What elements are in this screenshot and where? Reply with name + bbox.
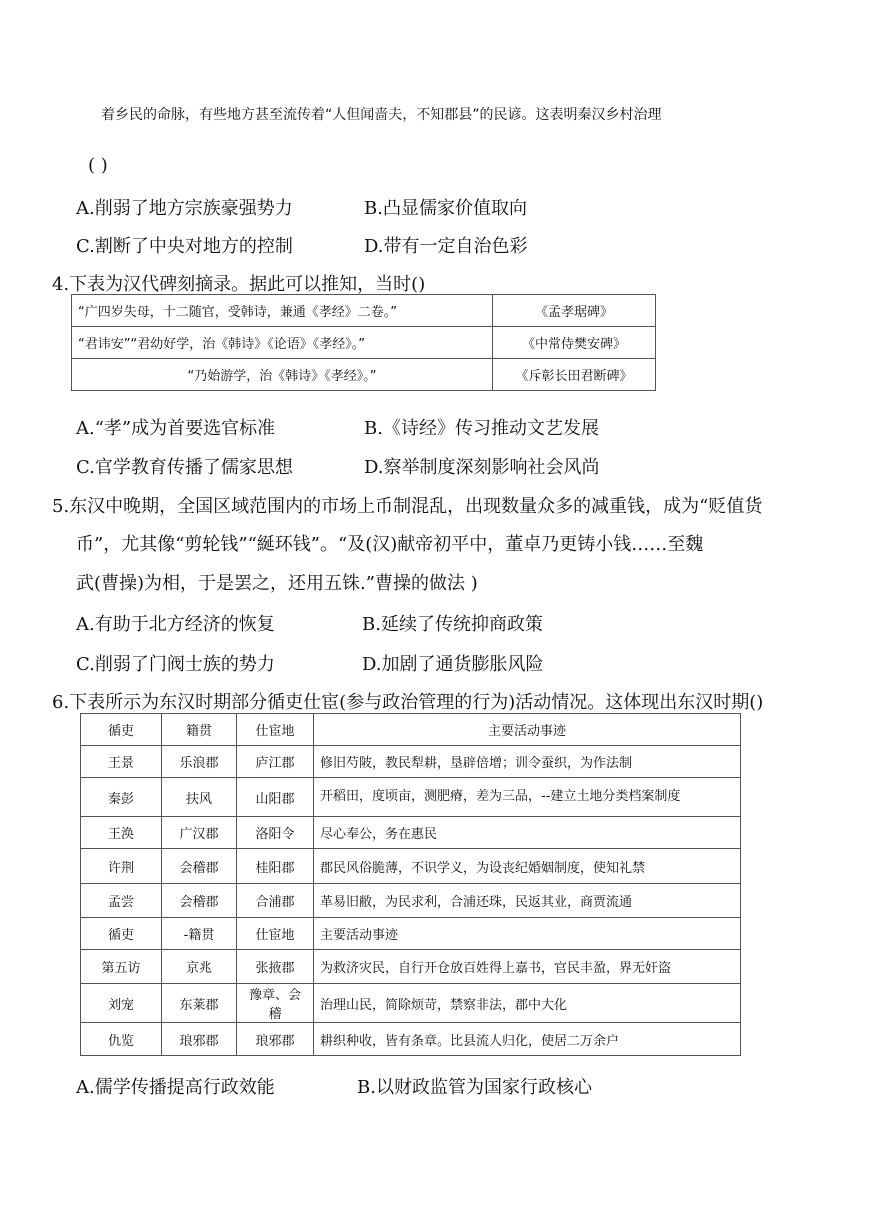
table-row (81, 746, 741, 778)
table-cell: 郡民风俗脆薄，不识学义，为设丧纪婚姻制度，使知礼禁 (314, 849, 741, 884)
table-row (81, 1023, 741, 1056)
table-cell: “广四岁失母，十二随官，受韩诗，兼通《孝经》二卷。” (72, 295, 493, 327)
table-cell: 修旧芍陂，教民犁耕，垦辟倍增；训令蚕织，为作法制 (314, 746, 741, 778)
table-cell: 开稻田，度顷亩，测肥瘠，差为三品，--建立土地分类档案制度 (314, 778, 741, 817)
q4-option-d[interactable]: D.察举制度深刻影响社会风尚 (364, 457, 600, 478)
table-row (81, 884, 741, 918)
table-row (81, 849, 741, 884)
table-cell: 王涣 (81, 817, 162, 849)
table-row (72, 359, 656, 391)
table-header-cell: 主要活动事迹 (314, 714, 741, 746)
q4-inscription-table (71, 294, 656, 391)
table-cell: 庐江郡 (237, 746, 314, 778)
table-cell: 广汉郡 (162, 817, 237, 849)
table-cell: 张掖郡 (237, 950, 314, 984)
table-cell: 为救济灾民，自行开仓放百姓得上嘉书，官民丰盈，界无奸盗 (314, 950, 741, 984)
q5-stem-line-1: 5.东汉中晚期，全国区域范围内的市场上币制混乱，出现数量众多的减重钱，成为“贬值货 (52, 496, 763, 517)
table-cell: 乐浪郡 (162, 746, 237, 778)
table-cell: 《斥彰长田君断碑》 (493, 359, 656, 391)
table-cell: 桂阳郡 (237, 849, 314, 884)
table-cell: 《孟孝琚碑》 (493, 295, 656, 327)
table-cell: 许荆 (81, 849, 162, 884)
table-cell: 合浦郡 (237, 884, 314, 918)
q4-option-b[interactable]: B.《诗经》传习推动文艺发展 (364, 418, 599, 439)
q5-option-d[interactable]: D.加剧了通货膨胀风险 (362, 654, 544, 675)
table-cell: 秦彭 (81, 778, 162, 817)
q4-option-a[interactable]: A.“孝”成为首要选官标准 (76, 418, 276, 439)
table-header-cell: 仕宦地 (237, 714, 314, 746)
table-cell: 循吏 (81, 918, 162, 950)
table-row (72, 295, 656, 327)
table-cell: 耕织种收，皆有条章。比县流人归化，使居二万余户 (314, 1023, 741, 1056)
table-row (81, 950, 741, 984)
table-cell: 刘宠 (81, 984, 162, 1023)
q3-option-c[interactable]: C.割断了中央对地方的控制 (76, 236, 293, 257)
table-cell: 山阳郡 (237, 778, 314, 817)
table-cell: 豫章、会稽 (237, 984, 314, 1023)
table-cell: 东莱郡 (162, 984, 237, 1023)
table-header-cell: 籍贯 (162, 714, 237, 746)
table-cell: 王景 (81, 746, 162, 778)
q6-officials-table (80, 713, 741, 1056)
table-row (81, 778, 741, 817)
q3-option-a[interactable]: A.削弱了地方宗族豪强势力 (76, 198, 293, 219)
table-cell: 会稽郡 (162, 884, 237, 918)
q5-option-a[interactable]: A.有助于北方经济的恢复 (76, 614, 275, 635)
table-cell: 革易旧敝，为民求利，合浦还珠，民返其业，商贾流通 (314, 884, 741, 918)
table-cell: 琅邪郡 (162, 1023, 237, 1056)
table-cell: 《中常侍樊安碑》 (493, 327, 656, 359)
table-cell: 治理山民，简除烦苛，禁察非法，郡中大化 (314, 984, 741, 1023)
q4-option-c[interactable]: C.官学教育传播了儒家思想 (76, 457, 293, 478)
table-header-cell: 循吏 (81, 714, 162, 746)
q6-stem: 6.下表所示为东汉时期部分循吏仕宦(参与政治管理的行为)活动情况。这体现出东汉时期() (52, 692, 764, 713)
q5-option-c[interactable]: C.削弱了门阀士族的势力 (76, 654, 275, 675)
table-cell: 孟尝 (81, 884, 162, 918)
q3-option-b[interactable]: B.凸显儒家价值取向 (364, 198, 527, 219)
table-cell: 扶风 (162, 778, 237, 817)
table-cell: 第五访 (81, 950, 162, 984)
table-cell: -籍贯 (162, 918, 237, 950)
q6-option-b[interactable]: B.以财政监管为国家行政核心 (357, 1077, 592, 1098)
table-cell: 主要活动事迹 (314, 918, 741, 950)
table-cell: 琅邪郡 (237, 1023, 314, 1056)
q6-option-a[interactable]: A.儒学传播提高行政效能 (76, 1077, 275, 1098)
table-header-row (81, 714, 741, 746)
table-cell: “君讳安”“君幼好学，治《韩诗》《论语》《孝经》。” (72, 327, 493, 359)
table-cell: “乃始游学，治《韩诗》《孝经》。” (72, 359, 493, 391)
table-cell: 仇览 (81, 1023, 162, 1056)
table-row (72, 327, 656, 359)
table-cell: 会稽郡 (162, 849, 237, 884)
table-cell: 京兆 (162, 950, 237, 984)
table-row (81, 984, 741, 1023)
table-cell: 尽心奉公，务在惠民 (314, 817, 741, 849)
table-cell: 仕宦地 (237, 918, 314, 950)
q5-option-b[interactable]: B.延续了传统抑商政策 (362, 614, 543, 635)
q5-stem-line-3: 武(曹操)为相，于是罢之，还用五铢.”曹操的做法 ) (76, 573, 478, 594)
table-row (81, 817, 741, 849)
q3-answer-blank: ( ) (88, 155, 108, 176)
q3-option-d[interactable]: D.带有一定自治色彩 (364, 236, 528, 257)
table-cell: 洛阳令 (237, 817, 314, 849)
q5-stem-line-2: 币”，尤其像“剪轮钱”“綖环钱”。“及(汉)献帝初平中，董卓乃更铸小钱……至魏 (76, 534, 704, 555)
q4-stem: 4.下表为汉代碑刻摘录。据此可以推知，当时() (52, 274, 426, 295)
table-row (81, 918, 741, 950)
q3-stem-tail: 着乡民的命脉，有些地方甚至流传着“人但闻啬夫，不知郡县”的民谚。这表明秦汉乡村治理 (101, 107, 662, 123)
